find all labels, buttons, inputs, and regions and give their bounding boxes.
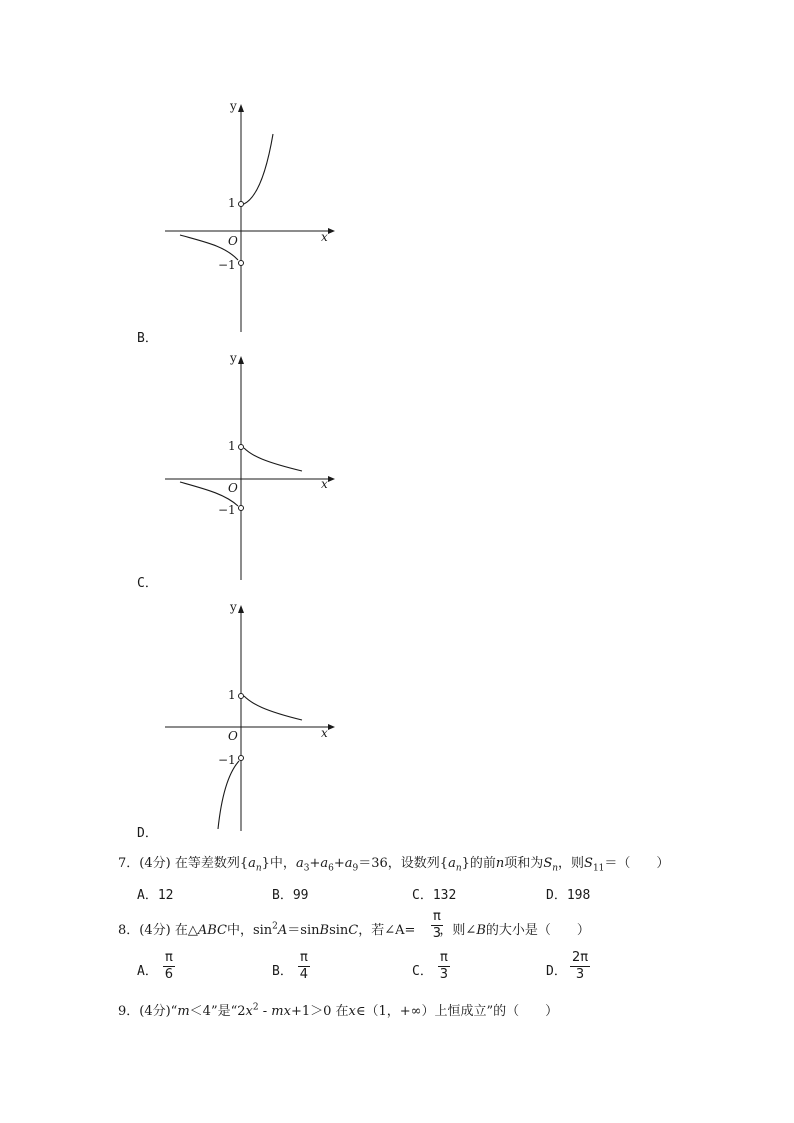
x-axis-label: x <box>321 230 328 244</box>
question-8: 8．(4分) 在△ABC中，$\sin^2A=sinBsinC$，若∠A= ，则∠B的大小是（ ） <box>118 921 590 938</box>
tick-pos-label: 1 <box>228 688 236 702</box>
graph-b-svg <box>160 352 340 587</box>
q8-choice-c-label[interactable]: C． <box>412 964 433 979</box>
question-7: 7．(4分) 在等差数列$\{a_n\}$中，$a_3+a_6+a_9=36$，设数列$\{a_n\}$的前n项和为$S_n$，则$S_{11}=$（ ） <box>118 856 670 874</box>
open-point-neg <box>239 261 244 266</box>
option-b-label: B． <box>137 331 158 346</box>
q7-choice-a[interactable]: A．12 <box>137 888 174 903</box>
q8-choice-a-fraction[interactable]: $\frac{\pi}{6}$ <box>164 950 174 982</box>
x-axis-label: x <box>321 477 328 491</box>
q8-choice-b-fraction[interactable]: $\frac{\pi}{4}$ <box>299 950 309 982</box>
option-d-label: D． <box>137 826 158 841</box>
q8-fraction-pi-over-3: $\frac{\pi}{3}$ <box>432 909 442 941</box>
origin-label: O <box>228 481 238 495</box>
y-axis-label: y <box>230 351 237 365</box>
open-point-pos <box>239 202 244 207</box>
q7-choice-d[interactable]: D．198 <box>546 888 591 903</box>
q8-choice-c-fraction[interactable]: $\frac{\pi}{3}$ <box>439 950 449 982</box>
q7-choice-c[interactable]: C．132 <box>412 888 457 903</box>
origin-label: O <box>228 234 238 248</box>
x-axis-arrow <box>328 724 335 730</box>
q7-choice-b[interactable]: B．99 <box>272 888 309 903</box>
open-point-pos <box>239 694 244 699</box>
curve-right <box>244 134 273 204</box>
q8-choice-d-fraction[interactable]: $\frac{2\pi}{3}$ <box>572 950 589 982</box>
origin-label: O <box>228 729 238 743</box>
q8-choice-d-label[interactable]: D． <box>546 964 567 979</box>
tick-pos-label: 1 <box>228 196 236 210</box>
x-axis-arrow <box>328 228 335 234</box>
tick-pos-label: 1 <box>228 439 236 453</box>
graph-option-c <box>160 601 340 836</box>
q8-choice-a-label[interactable]: A． <box>137 964 158 979</box>
x-axis-label: x <box>321 726 328 740</box>
open-point-neg <box>239 756 244 761</box>
tick-neg-label: −1 <box>218 503 236 517</box>
y-axis-arrow <box>238 104 244 112</box>
curve-right <box>244 696 302 720</box>
x-axis-arrow <box>328 476 335 482</box>
graph-c-svg <box>160 601 340 836</box>
curve-right <box>244 448 302 471</box>
graph-a-svg <box>160 100 340 335</box>
graph-option-b <box>160 352 340 587</box>
open-point-pos <box>239 445 244 450</box>
y-axis-label: y <box>230 600 237 614</box>
y-axis-arrow <box>238 356 244 364</box>
tick-neg-label: −1 <box>218 753 236 767</box>
y-axis-label: y <box>230 99 237 113</box>
q8-choice-b-label[interactable]: B． <box>272 964 293 979</box>
option-c-label: C． <box>137 576 158 591</box>
open-point-neg <box>239 506 244 511</box>
question-9: 9．(4分)“m＜4”是“$2x^2 - mx+1>0$ 在x∈（1，+∞）上恒成立”的（ ） <box>118 1002 559 1019</box>
tick-neg-label: −1 <box>218 258 236 272</box>
y-axis-arrow <box>238 605 244 613</box>
curve-left <box>218 761 239 829</box>
graph-option-a <box>160 100 340 335</box>
